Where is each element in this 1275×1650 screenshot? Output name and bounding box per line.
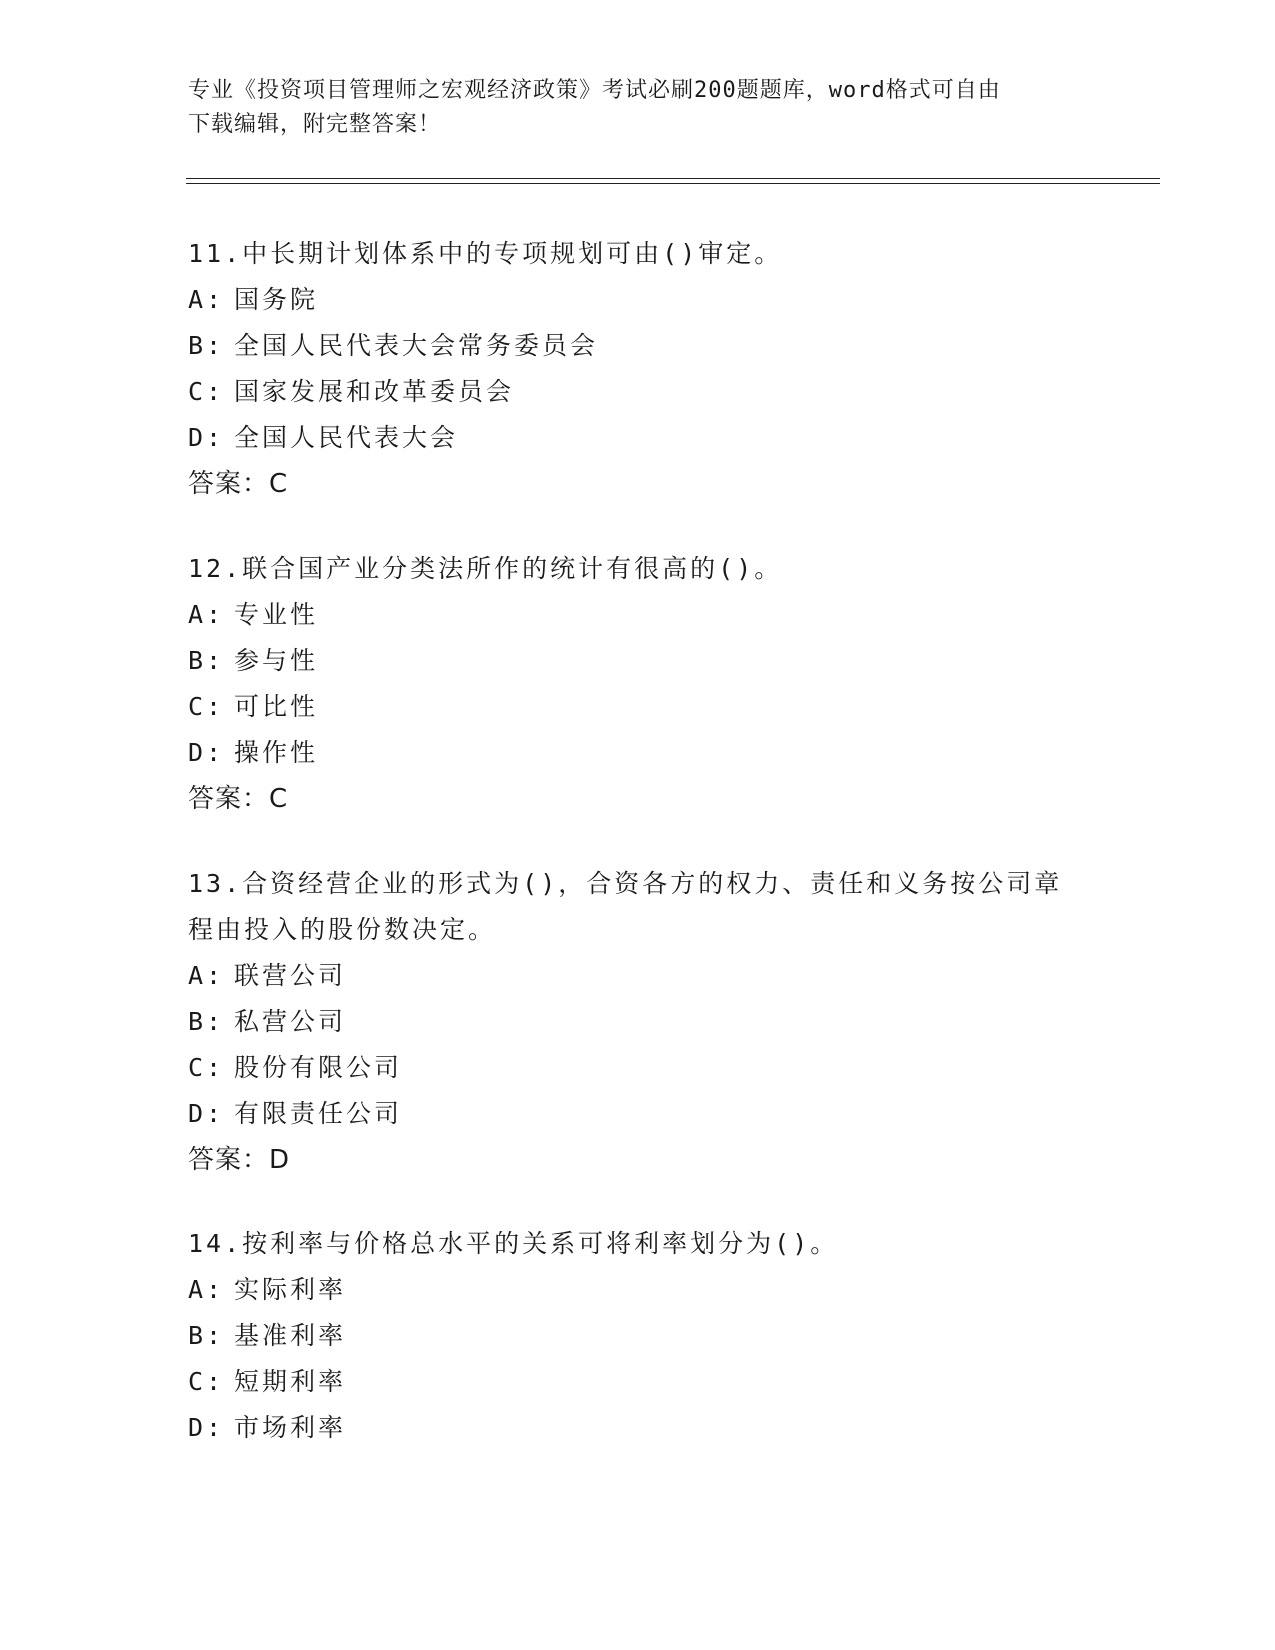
question-stem: 13.合资经营企业的形式为()，合资各方的权力、责任和义务按公司章程由投入的股份数决定。 (188, 869, 1063, 944)
header-divider-top (186, 178, 1160, 179)
option-letter: C: (188, 1053, 225, 1082)
answer-line: 答案：C (188, 784, 289, 814)
option-a (188, 592, 1088, 638)
option-letter: B: (188, 331, 225, 360)
question-11 (188, 231, 1088, 507)
option-letter: D: (188, 1413, 225, 1442)
question-14 (188, 1221, 1088, 1451)
option-c (188, 684, 1088, 730)
option-a (188, 1267, 1088, 1313)
header-line-1: 专业《投资项目管理师之宏观经济政策》考试必刷200题题库，word格式可自由 (188, 78, 1001, 103)
question-stem: 14.按利率与价格总水平的关系可将利率划分为()。 (188, 1229, 839, 1258)
option-letter: A: (188, 285, 225, 314)
option-text: 市场利率 (234, 1413, 347, 1442)
question-12 (188, 546, 1088, 822)
option-text: 国家发展和改革委员会 (234, 377, 515, 406)
option-text: 参与性 (234, 646, 319, 675)
question-stem: 11.中长期计划体系中的专项规划可由()审定。 (188, 239, 783, 268)
option-b (188, 999, 1068, 1045)
option-letter: D: (188, 1099, 225, 1128)
option-letter: A: (188, 1275, 225, 1304)
option-letter: C: (188, 1367, 225, 1396)
option-text: 专业性 (234, 600, 319, 629)
option-d (188, 1405, 1088, 1451)
header-divider-bottom (186, 183, 1160, 184)
header-line-2: 下载编辑，附完整答案！ (188, 112, 442, 137)
option-text: 私营公司 (234, 1007, 347, 1036)
option-text: 有限责任公司 (234, 1099, 403, 1128)
option-text: 基准利率 (234, 1321, 347, 1350)
option-letter: D: (188, 423, 225, 452)
option-b (188, 323, 1088, 369)
document-header (188, 74, 1088, 142)
option-letter: D: (188, 738, 225, 767)
option-letter: C: (188, 692, 225, 721)
option-text: 可比性 (234, 692, 319, 721)
option-text: 股份有限公司 (234, 1053, 403, 1082)
option-d (188, 415, 1088, 461)
option-text: 实际利率 (234, 1275, 347, 1304)
answer-line: 答案：D (188, 1145, 291, 1175)
option-letter: A: (188, 961, 225, 990)
option-text: 全国人民代表大会 (234, 423, 459, 452)
option-d (188, 1091, 1068, 1137)
question-13 (188, 861, 1068, 1183)
option-letter: A: (188, 600, 225, 629)
option-text: 短期利率 (234, 1367, 347, 1396)
option-c (188, 1045, 1068, 1091)
option-text: 国务院 (234, 285, 319, 314)
option-letter: B: (188, 1321, 225, 1350)
question-stem: 12.联合国产业分类法所作的统计有很高的()。 (188, 554, 783, 583)
option-letter: C: (188, 377, 225, 406)
option-text: 全国人民代表大会常务委员会 (234, 331, 599, 360)
option-text: 联营公司 (234, 961, 347, 990)
option-letter: B: (188, 1007, 225, 1036)
answer-line: 答案：C (188, 469, 289, 499)
option-a (188, 277, 1088, 323)
option-b (188, 1313, 1088, 1359)
option-c (188, 1359, 1088, 1405)
option-c (188, 369, 1088, 415)
option-letter: B: (188, 646, 225, 675)
option-b (188, 638, 1088, 684)
option-a (188, 953, 1068, 999)
option-d (188, 730, 1088, 776)
option-text: 操作性 (234, 738, 319, 767)
